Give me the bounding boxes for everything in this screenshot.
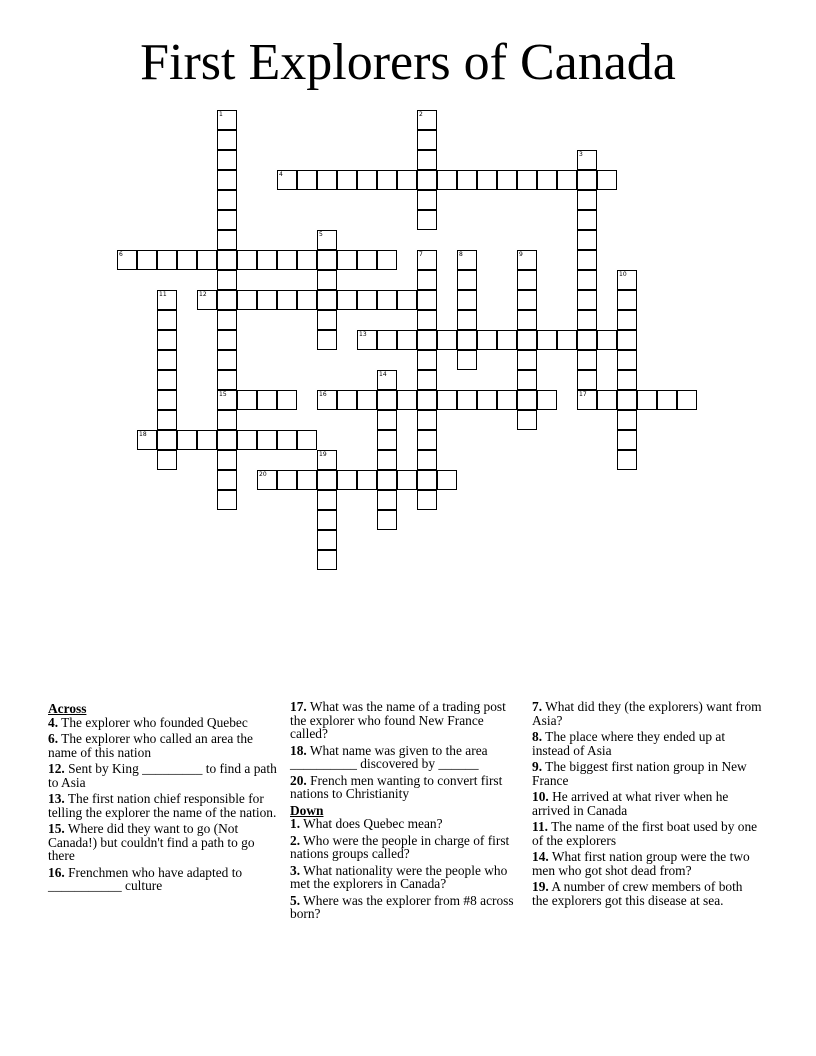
grid-cell[interactable] xyxy=(597,390,617,410)
grid-cell[interactable] xyxy=(457,270,477,290)
clue-text: The name of the first boat used by one of the explorers xyxy=(532,819,758,848)
clue-across-12 xyxy=(48,762,284,789)
grid-cell[interactable] xyxy=(277,390,297,410)
grid-cell[interactable] xyxy=(317,390,337,410)
grid-cell[interactable] xyxy=(297,470,317,490)
clue-number: 13. xyxy=(48,791,65,806)
grid-cell[interactable] xyxy=(337,390,357,410)
grid-cell[interactable] xyxy=(217,250,237,270)
clue-number: 7. xyxy=(532,699,543,714)
grid-cell[interactable] xyxy=(317,230,337,250)
grid-cell[interactable] xyxy=(297,290,317,310)
cell-number: 5 xyxy=(319,231,323,238)
grid-cell[interactable] xyxy=(157,410,177,430)
grid-cell[interactable] xyxy=(417,210,437,230)
grid-cell[interactable] xyxy=(257,470,277,490)
clue-across-20 xyxy=(290,774,518,801)
cell-number: 16 xyxy=(319,391,327,398)
clue-number: 18. xyxy=(290,742,307,758)
grid-cell[interactable] xyxy=(537,170,557,190)
grid-cell[interactable] xyxy=(517,170,537,190)
grid-cell[interactable] xyxy=(517,250,537,270)
clue-down-10 xyxy=(532,790,762,817)
grid-cell[interactable] xyxy=(417,410,437,430)
clue-number: 15. xyxy=(48,821,65,836)
grid-cell[interactable] xyxy=(157,350,177,370)
grid-cell[interactable] xyxy=(317,250,337,270)
grid-cell[interactable] xyxy=(617,370,637,390)
clues-column-1 xyxy=(48,700,284,896)
grid-cell[interactable] xyxy=(597,330,617,350)
grid-cell[interactable] xyxy=(597,170,617,190)
clue-number: 14. xyxy=(532,849,549,864)
cell-number: 7 xyxy=(419,251,423,258)
clue-across-6 xyxy=(48,732,284,759)
grid-cell[interactable] xyxy=(157,390,177,410)
grid-cell[interactable] xyxy=(417,110,437,130)
grid-cell[interactable] xyxy=(217,430,237,450)
grid-cell[interactable] xyxy=(497,330,517,350)
clue-text: He arrived at what river when he arrived in Canada xyxy=(532,789,729,818)
grid-cell[interactable] xyxy=(157,310,177,330)
clue-number: 9. xyxy=(532,759,543,774)
grid-cell[interactable] xyxy=(557,330,577,350)
clue-number: 20. xyxy=(290,772,307,788)
grid-cell[interactable] xyxy=(317,490,337,510)
grid-cell[interactable] xyxy=(217,170,237,190)
clue-text: The biggest first nation group in New France xyxy=(532,759,747,788)
clue-text: What first nation group were the two men who got shot dead from? xyxy=(532,849,750,878)
clue-text: What nationality were the people who met the explorers in Canada? xyxy=(290,862,508,891)
grid-cell[interactable] xyxy=(217,350,237,370)
clue-across-16 xyxy=(48,866,284,893)
grid-cell[interactable] xyxy=(617,270,637,290)
grid-cell[interactable] xyxy=(577,350,597,370)
cell-number: 19 xyxy=(319,451,327,458)
clue-down-14 xyxy=(532,850,762,877)
grid-cell[interactable] xyxy=(377,170,397,190)
grid-cell[interactable] xyxy=(177,430,197,450)
grid-cell[interactable] xyxy=(217,190,237,210)
grid-cell[interactable] xyxy=(277,170,297,190)
grid-cell[interactable] xyxy=(417,490,437,510)
clue-number: 8. xyxy=(532,729,543,744)
grid-cell[interactable] xyxy=(417,150,437,170)
grid-cell[interactable] xyxy=(437,390,457,410)
cell-number: 10 xyxy=(619,271,627,278)
clue-number: 6. xyxy=(48,731,59,746)
grid-cell[interactable] xyxy=(237,290,257,310)
grid-cell[interactable] xyxy=(377,290,397,310)
grid-cell[interactable] xyxy=(677,390,697,410)
grid-cell[interactable] xyxy=(277,250,297,270)
grid-cell[interactable] xyxy=(577,250,597,270)
grid-cell[interactable] xyxy=(217,110,237,130)
cell-number: 1 xyxy=(219,111,223,118)
grid-cell[interactable] xyxy=(257,290,277,310)
grid-cell[interactable] xyxy=(617,290,637,310)
grid-cell[interactable] xyxy=(217,410,237,430)
grid-cell[interactable] xyxy=(417,290,437,310)
clue-text: Where did they want to go (Not Canada!) but couldn't find a path to go there xyxy=(48,821,255,863)
clue-text: Where was the explorer from #8 across born? xyxy=(290,892,514,921)
clue-text: A number of crew members of both the explorers got this disease at sea. xyxy=(532,879,743,908)
grid-cell[interactable] xyxy=(457,350,477,370)
clue-text: The explorer who founded Quebec xyxy=(61,714,248,730)
grid-cell[interactable] xyxy=(217,270,237,290)
grid-cell[interactable] xyxy=(517,390,537,410)
clue-text: What did they (the explorers) want from Asia? xyxy=(532,699,762,728)
grid-cell[interactable] xyxy=(577,330,597,350)
grid-cell[interactable] xyxy=(157,450,177,470)
clue-number: 2. xyxy=(290,832,301,848)
cell-number: 2 xyxy=(419,111,423,118)
grid-cell[interactable] xyxy=(277,430,297,450)
clue-number: 11. xyxy=(532,819,548,834)
cell-number: 14 xyxy=(379,371,387,378)
grid-cell[interactable] xyxy=(457,170,477,190)
cell-number: 12 xyxy=(199,291,207,298)
grid-cell[interactable] xyxy=(177,250,197,270)
grid-cell[interactable] xyxy=(357,290,377,310)
grid-cell[interactable] xyxy=(277,470,297,490)
clue-number: 3. xyxy=(290,862,301,878)
grid-cell[interactable] xyxy=(577,210,597,230)
grid-cell[interactable] xyxy=(217,310,237,330)
down-header: Down xyxy=(290,802,324,818)
grid-cell[interactable] xyxy=(377,390,397,410)
grid-cell[interactable] xyxy=(377,450,397,470)
grid-cell[interactable] xyxy=(417,310,437,330)
grid-cell[interactable] xyxy=(437,330,457,350)
grid-cell[interactable] xyxy=(477,390,497,410)
grid-cell[interactable] xyxy=(217,370,237,390)
grid-cell[interactable] xyxy=(157,430,177,450)
grid-cell[interactable] xyxy=(377,430,397,450)
grid-cell[interactable] xyxy=(397,470,417,490)
grid-cell[interactable] xyxy=(417,430,437,450)
grid-cell[interactable] xyxy=(317,510,337,530)
grid-cell[interactable] xyxy=(617,350,637,370)
grid-cell[interactable] xyxy=(457,290,477,310)
clue-number: 17. xyxy=(290,699,307,714)
grid-cell[interactable] xyxy=(297,430,317,450)
clue-down-11 xyxy=(532,820,762,847)
grid-cell[interactable] xyxy=(517,290,537,310)
across-header: Across xyxy=(48,701,87,716)
grid-cell[interactable] xyxy=(377,250,397,270)
grid-cell[interactable] xyxy=(457,330,477,350)
grid-cell[interactable] xyxy=(617,430,637,450)
grid-cell[interactable] xyxy=(617,450,637,470)
grid-cell[interactable] xyxy=(337,470,357,490)
grid-cell[interactable] xyxy=(317,330,337,350)
grid-cell[interactable] xyxy=(197,250,217,270)
grid-cell[interactable] xyxy=(417,370,437,390)
cell-number: 8 xyxy=(459,251,463,258)
grid-cell[interactable] xyxy=(217,390,237,410)
grid-cell[interactable] xyxy=(237,430,257,450)
clue-number: 12. xyxy=(48,761,65,776)
grid-cell[interactable] xyxy=(577,290,597,310)
clue-down-2 xyxy=(290,834,518,861)
clue-text: What was the name of a trading post the explorer who found New France called? xyxy=(290,699,506,741)
grid-cell[interactable] xyxy=(477,330,497,350)
grid-cell[interactable] xyxy=(157,290,177,310)
clue-across-13 xyxy=(48,792,284,819)
grid-cell[interactable] xyxy=(217,230,237,250)
grid-cell[interactable] xyxy=(317,550,337,570)
clue-down-9 xyxy=(532,760,762,787)
grid-cell[interactable] xyxy=(417,130,437,150)
grid-cell[interactable] xyxy=(297,170,317,190)
clue-down-7 xyxy=(532,700,762,727)
grid-cell[interactable] xyxy=(317,310,337,330)
grid-cell[interactable] xyxy=(577,150,597,170)
grid-cell[interactable] xyxy=(657,390,677,410)
grid-cell[interactable] xyxy=(377,330,397,350)
grid-cell[interactable] xyxy=(417,450,437,470)
grid-cell[interactable] xyxy=(357,330,377,350)
clue-down-8 xyxy=(532,730,762,757)
grid-cell[interactable] xyxy=(417,350,437,370)
grid-cell[interactable] xyxy=(557,170,577,190)
cell-number: 17 xyxy=(579,391,587,398)
grid-cell[interactable] xyxy=(217,450,237,470)
cell-number: 4 xyxy=(279,171,283,178)
cell-number: 3 xyxy=(579,151,583,158)
grid-cell[interactable] xyxy=(337,170,357,190)
cell-number: 20 xyxy=(259,471,267,478)
clue-across-18 xyxy=(290,744,518,771)
grid-cell[interactable] xyxy=(217,470,237,490)
grid-cell[interactable] xyxy=(197,290,217,310)
grid-cell[interactable] xyxy=(537,330,557,350)
grid-cell[interactable] xyxy=(377,490,397,510)
grid-cell[interactable] xyxy=(577,310,597,330)
clues-column-2 xyxy=(290,700,518,924)
grid-cell[interactable] xyxy=(637,390,657,410)
grid-cell[interactable] xyxy=(457,250,477,270)
grid-cell[interactable] xyxy=(577,370,597,390)
cell-number: 13 xyxy=(359,331,367,338)
clue-across-4 xyxy=(48,716,284,730)
grid-cell[interactable] xyxy=(157,330,177,350)
grid-cell[interactable] xyxy=(337,290,357,310)
grid-cell[interactable] xyxy=(397,390,417,410)
clue-text: The explorer who called an area the name of this nation xyxy=(48,731,253,760)
grid-cell[interactable] xyxy=(237,250,257,270)
grid-cell[interactable] xyxy=(377,510,397,530)
clue-number: 5. xyxy=(290,892,301,908)
clue-down-19 xyxy=(532,880,762,907)
grid-cell[interactable] xyxy=(217,130,237,150)
grid-cell[interactable] xyxy=(377,470,397,490)
grid-cell[interactable] xyxy=(257,250,277,270)
grid-cell[interactable] xyxy=(577,170,597,190)
grid-cell[interactable] xyxy=(337,250,357,270)
grid-cell[interactable] xyxy=(457,390,477,410)
grid-cell[interactable] xyxy=(537,390,557,410)
clue-down-3 xyxy=(290,864,518,891)
grid-cell[interactable] xyxy=(497,390,517,410)
grid-cell[interactable] xyxy=(297,250,317,270)
clue-number: 4. xyxy=(48,714,59,730)
grid-cell[interactable] xyxy=(217,290,237,310)
clue-text: Sent by King _________ to find a path to Asia xyxy=(48,761,277,790)
grid-cell[interactable] xyxy=(257,390,277,410)
grid-cell[interactable] xyxy=(357,250,377,270)
grid-cell[interactable] xyxy=(237,390,257,410)
clue-number: 1. xyxy=(290,816,301,831)
clue-text: French men wanting to convert first nations to Christianity xyxy=(290,772,503,801)
grid-cell[interactable] xyxy=(577,230,597,250)
grid-cell[interactable] xyxy=(157,370,177,390)
cell-number: 18 xyxy=(139,431,147,438)
grid-cell[interactable] xyxy=(417,330,437,350)
grid-cell[interactable] xyxy=(517,310,537,330)
grid-cell[interactable] xyxy=(377,370,397,390)
grid-cell[interactable] xyxy=(417,190,437,210)
cell-number: 6 xyxy=(119,251,123,258)
grid-cell[interactable] xyxy=(417,470,437,490)
clue-across-15 xyxy=(48,822,284,863)
clue-down-1 xyxy=(290,817,518,831)
grid-cell[interactable] xyxy=(357,390,377,410)
grid-cell[interactable] xyxy=(517,410,537,430)
clue-text: Frenchmen who have adapted to ___________ culture xyxy=(48,864,243,893)
grid-cell[interactable] xyxy=(517,330,537,350)
grid-cell[interactable] xyxy=(577,270,597,290)
grid-cell[interactable] xyxy=(137,430,157,450)
grid-cell[interactable] xyxy=(197,430,217,450)
grid-cell[interactable] xyxy=(217,210,237,230)
grid-cell[interactable] xyxy=(117,250,137,270)
grid-cell[interactable] xyxy=(397,330,417,350)
clue-text: The first nation chief responsible for telling the explorer the name of the nation. xyxy=(48,791,277,820)
grid-cell[interactable] xyxy=(257,430,277,450)
grid-cell[interactable] xyxy=(417,390,437,410)
grid-cell[interactable] xyxy=(577,190,597,210)
grid-cell[interactable] xyxy=(457,310,477,330)
grid-cell[interactable] xyxy=(317,530,337,550)
cell-number: 11 xyxy=(159,291,167,298)
cell-number: 9 xyxy=(519,251,523,258)
clue-text: The place where they ended up at instead of Asia xyxy=(532,729,726,758)
grid-cell[interactable] xyxy=(417,170,437,190)
clue-number: 10. xyxy=(532,789,549,804)
grid-cell[interactable] xyxy=(417,270,437,290)
clues-column-3 xyxy=(532,700,762,910)
grid-cell[interactable] xyxy=(617,410,637,430)
grid-cell[interactable] xyxy=(497,170,517,190)
grid-cell[interactable] xyxy=(217,150,237,170)
grid-cell[interactable] xyxy=(357,170,377,190)
page-title: First Explorers of Canada xyxy=(140,34,676,91)
grid-cell[interactable] xyxy=(477,170,497,190)
clue-text: What does Quebec mean? xyxy=(303,816,443,831)
grid-cell[interactable] xyxy=(397,290,417,310)
clue-number: 16. xyxy=(48,864,65,880)
grid-cell[interactable] xyxy=(397,170,417,190)
grid-cell[interactable] xyxy=(317,470,337,490)
grid-cell[interactable] xyxy=(517,370,537,390)
grid-cell[interactable] xyxy=(217,330,237,350)
grid-cell[interactable] xyxy=(137,250,157,270)
grid-cell[interactable] xyxy=(617,310,637,330)
grid-cell[interactable] xyxy=(437,170,457,190)
grid-cell[interactable] xyxy=(417,250,437,270)
grid-cell[interactable] xyxy=(317,170,337,190)
grid-cell[interactable] xyxy=(317,450,337,470)
grid-cell[interactable] xyxy=(317,270,337,290)
grid-cell[interactable] xyxy=(577,390,597,410)
grid-cell[interactable] xyxy=(317,290,337,310)
cell-number: 15 xyxy=(219,391,227,398)
grid-cell[interactable] xyxy=(617,330,637,350)
grid-cell[interactable] xyxy=(157,250,177,270)
grid-cell[interactable] xyxy=(617,390,637,410)
clue-number: 19. xyxy=(532,879,549,894)
clue-text: What name was given to the area __________ discovered by ______ xyxy=(290,742,488,771)
grid-cell[interactable] xyxy=(217,490,237,510)
grid-cell[interactable] xyxy=(517,270,537,290)
clue-text: Who were the people in charge of first nations groups called? xyxy=(290,832,510,861)
grid-cell[interactable] xyxy=(517,350,537,370)
grid-cell[interactable] xyxy=(277,290,297,310)
grid-cell[interactable] xyxy=(357,470,377,490)
grid-cell[interactable] xyxy=(437,470,457,490)
grid-cell[interactable] xyxy=(377,410,397,430)
clue-down-5 xyxy=(290,894,518,921)
clue-across-17 xyxy=(290,700,518,741)
